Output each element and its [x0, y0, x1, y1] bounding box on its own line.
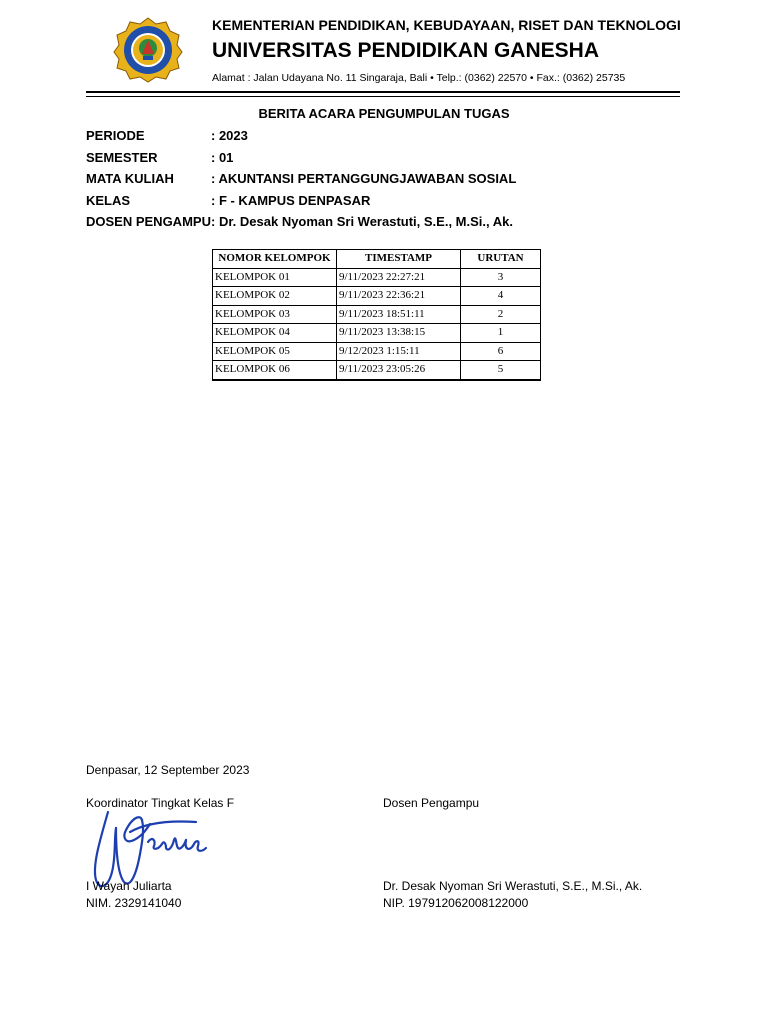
table-row [213, 268, 541, 287]
cell-timestamp: 9/11/2023 23:05:26 [337, 361, 461, 380]
right-signer-id: NIP. 197912062008122000 [383, 896, 529, 910]
table-row [213, 287, 541, 306]
left-signer-id: NIM. 2329141040 [86, 896, 182, 910]
table-row [213, 324, 541, 343]
document-title: BERITA ACARA PENGUMPULAN TUGAS [258, 106, 510, 121]
header-divider-thin [86, 96, 680, 97]
info-row-class [86, 190, 516, 212]
left-signer-name: I Wayan Juliarta [86, 879, 172, 893]
cell-timestamp: 9/12/2023 1:15:11 [337, 342, 461, 361]
info-value: : 01 [211, 149, 234, 165]
university-address: Alamat : Jalan Udayana No. 11 Singaraja, Bali • Telp.: (0362) 22570 • Fax.: (0362) 25735 [212, 72, 626, 84]
university-logo-icon [112, 16, 184, 84]
right-signer-name: Dr. Desak Nyoman Sri Werastuti, S.E., M.Si., Ak. [383, 879, 643, 893]
info-value: : Dr. Desak Nyoman Sri Werastuti, S.E., M.Si., Ak. [211, 214, 513, 230]
info-row-course [86, 168, 516, 190]
info-row-semester [86, 147, 516, 169]
right-signer-role: Dosen Pengampu [383, 796, 480, 810]
info-value: : AKUNTANSI PERTANGGUNGJAWABAN SOSIAL [211, 171, 517, 187]
left-signer-role: Koordinator Tingkat Kelas F [86, 796, 235, 810]
info-value: : 2023 [211, 128, 248, 144]
info-row-period [86, 125, 516, 147]
cell-timestamp: 9/11/2023 13:38:15 [337, 324, 461, 343]
info-label: SEMESTER [86, 149, 158, 165]
place-date: Denpasar, 12 September 2023 [86, 763, 250, 777]
document-info [86, 125, 516, 233]
cell-order: 5 [461, 361, 541, 380]
cell-timestamp: 9/11/2023 22:27:21 [337, 268, 461, 287]
cell-group: KELOMPOK 06 [213, 361, 337, 380]
column-header-order: URUTAN [461, 250, 541, 269]
submission-table [212, 249, 541, 381]
column-header-timestamp: TIMESTAMP [337, 250, 461, 269]
cell-group: KELOMPOK 02 [213, 287, 337, 306]
cell-group: KELOMPOK 04 [213, 324, 337, 343]
cell-group: KELOMPOK 03 [213, 305, 337, 324]
info-label: MATA KULIAH [86, 171, 174, 187]
header-divider-thick [86, 91, 680, 93]
cell-order: 1 [461, 324, 541, 343]
column-header-group: NOMOR KELOMPOK [213, 250, 337, 269]
info-row-lecturer [86, 211, 516, 233]
cell-order: 6 [461, 342, 541, 361]
info-value: : F - KAMPUS DENPASAR [211, 192, 371, 208]
table-header-row [213, 250, 541, 269]
cell-timestamp: 9/11/2023 22:36:21 [337, 287, 461, 306]
cell-group: KELOMPOK 05 [213, 342, 337, 361]
table-row [213, 342, 541, 361]
cell-order: 3 [461, 268, 541, 287]
cell-order: 2 [461, 305, 541, 324]
university-name: UNIVERSITAS PENDIDIKAN GANESHA [212, 39, 599, 62]
table-row [213, 361, 541, 380]
cell-order: 4 [461, 287, 541, 306]
cell-group: KELOMPOK 01 [213, 268, 337, 287]
cell-timestamp: 9/11/2023 18:51:11 [337, 305, 461, 324]
info-label: KELAS [86, 192, 131, 208]
info-label: DOSEN PENGAMPU [86, 214, 211, 230]
table-row [213, 305, 541, 324]
ministry-heading: KEMENTERIAN PENDIDIKAN, KEBUDAYAAN, RISET DAN TEKNOLOGI [212, 17, 681, 33]
info-label: PERIODE [86, 128, 145, 144]
